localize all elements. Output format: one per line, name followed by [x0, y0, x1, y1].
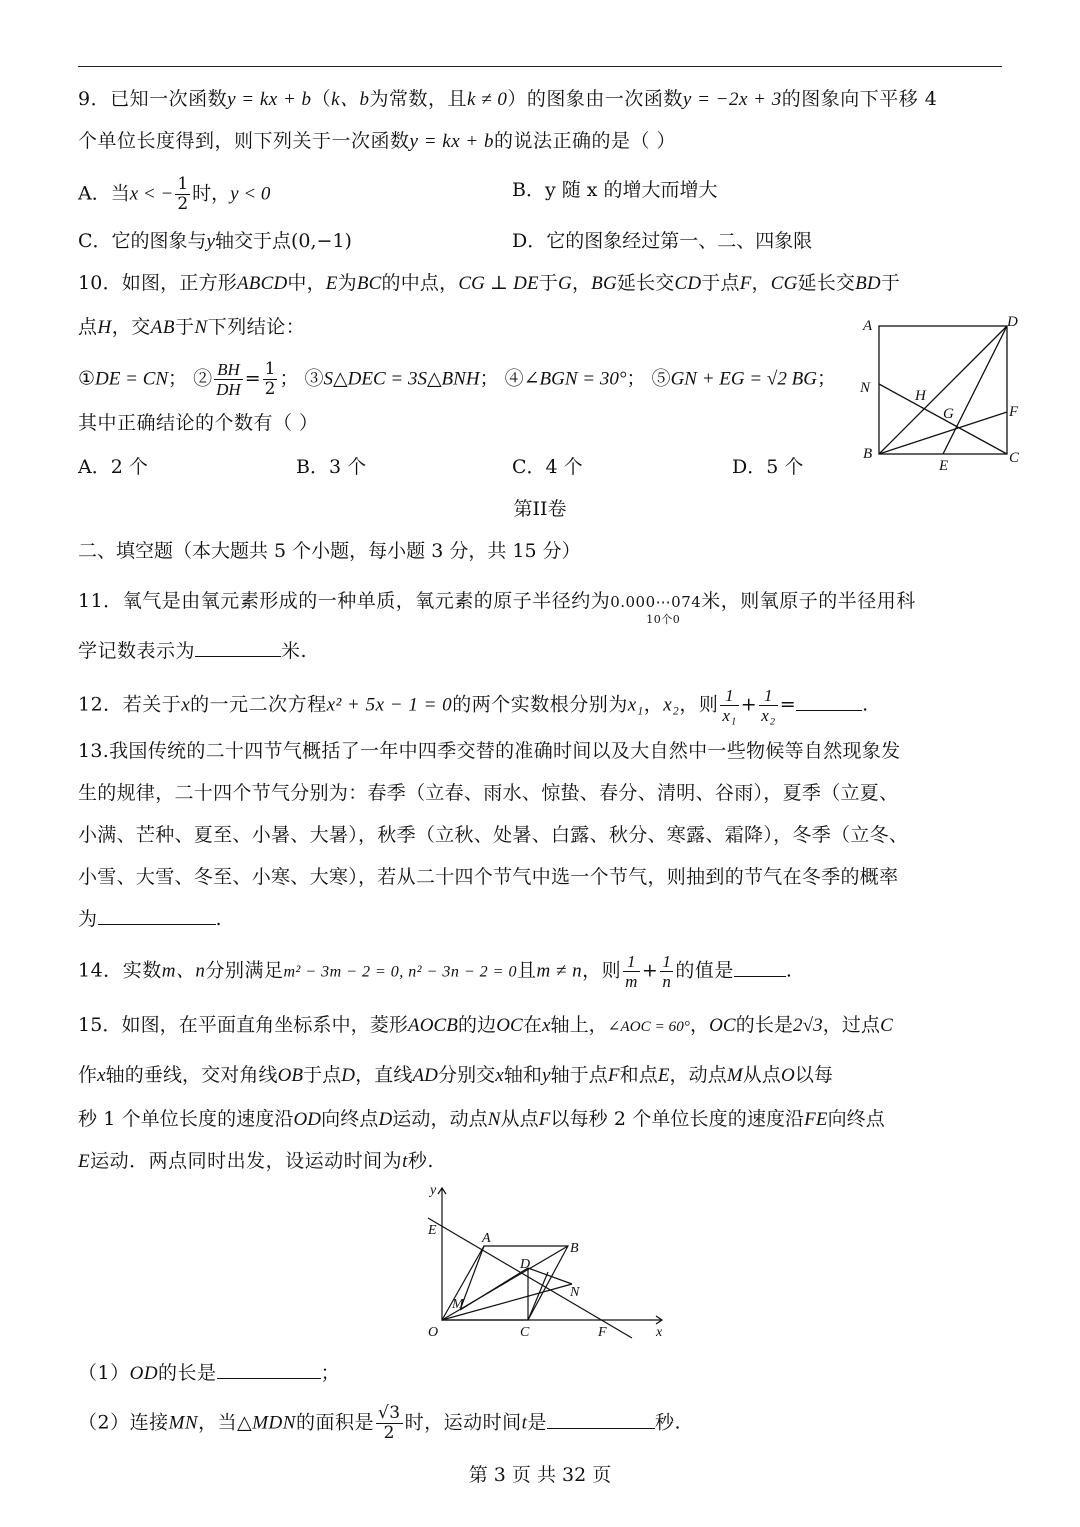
q15-math: M — [726, 1065, 743, 1086]
q12-answer-blank[interactable] — [796, 690, 862, 711]
q14-plus: + — [641, 959, 659, 982]
q12-math: x₁ — [627, 694, 644, 716]
conclusion-4-math: ∠BGN = 30° — [523, 368, 627, 390]
q9-text: 的说法正确的是（ ） — [493, 130, 677, 152]
q15-math: x — [495, 1065, 504, 1086]
frac-num: 1 — [623, 952, 640, 972]
q10-math: G — [558, 273, 572, 294]
q15-number: 15． — [78, 1014, 122, 1036]
q15-math: OC — [496, 1015, 523, 1036]
q15-line3 — [78, 1104, 885, 1135]
q15-text: 从点 — [742, 1064, 781, 1086]
q10-text: 为 — [337, 272, 357, 294]
q14-line — [78, 952, 792, 991]
fig-label: D — [1007, 314, 1018, 330]
frac-num: 1 — [720, 686, 738, 706]
q10-math: H — [97, 317, 112, 338]
q13-line4: 小雪、大雪、冬至、小寒、大寒），若从二十四个节气中选一个节气，则抽到的节气在冬季的概率 — [78, 866, 899, 888]
fig-label: M — [452, 1297, 464, 1312]
q9-a-res: y < 0 — [230, 183, 271, 205]
q9-number: 9． — [78, 88, 111, 110]
q9-text: （ — [311, 88, 332, 110]
conclusion-2-result — [263, 360, 278, 399]
q15-math: AOCB — [408, 1015, 459, 1036]
fig-label: E — [428, 1223, 437, 1238]
q12-math: x — [181, 694, 191, 716]
q15-text: 作 — [78, 1064, 98, 1086]
q14-math: m、n — [161, 960, 206, 982]
q10-line1 — [78, 268, 900, 299]
q14-text: ，则 — [582, 959, 622, 982]
q15-math: x — [541, 1015, 551, 1036]
fig-label: A — [863, 318, 873, 334]
q13-answer-blank[interactable] — [98, 904, 216, 925]
frac-num: 1 — [177, 174, 189, 194]
fig-label: E — [939, 458, 949, 474]
q13-line2: 生的规律，二十四个节气分别为：春季（立春、雨水、惊蛰、春分、清明、谷雨），夏季（立夏、 — [78, 782, 899, 804]
fig-label: H — [915, 388, 926, 404]
q13-line5 — [78, 904, 222, 934]
q15-text: 秒. — [407, 1150, 434, 1172]
q15-text: 和点 — [619, 1064, 658, 1086]
frac-num: 1 — [662, 952, 672, 971]
q13-text: 为 — [78, 908, 98, 930]
frac-den: 2 — [383, 1423, 395, 1443]
fig-label: x — [656, 1325, 663, 1340]
q15-math: MDN — [252, 1412, 296, 1434]
q15-text: ； — [320, 1362, 341, 1384]
q10-text: 于 — [880, 272, 901, 294]
q10-text: ， — [571, 272, 592, 294]
q10-text: 中， — [287, 272, 326, 294]
q9-kcond: k ≠ 0 — [467, 89, 508, 110]
conclusion-3: ③ — [304, 367, 324, 390]
q15-sub1-answer-blank[interactable] — [217, 1358, 321, 1379]
q10-text: 于点 — [701, 272, 740, 294]
q12-text: . — [862, 693, 869, 716]
q15-text: ，动点 — [669, 1064, 727, 1086]
conclusion-5-math: GN + EG = √2 BG — [670, 368, 817, 390]
q10-text: 于 — [538, 272, 559, 294]
q10-question — [78, 408, 319, 438]
sep: ； — [816, 367, 836, 390]
q10-text: ， — [751, 272, 771, 294]
q15-sub2-answer-blank[interactable] — [547, 1408, 655, 1429]
q9-line2 — [78, 126, 676, 157]
conclusion-3-math: S△DEC = 3S△BNH — [323, 368, 480, 390]
q15-text: 向终点 — [321, 1108, 379, 1130]
option-text: 轴交于点(0,−1) — [214, 230, 352, 252]
q9-a-cond: x < − — [129, 183, 174, 205]
q14-text: . — [785, 959, 793, 982]
sep: ； — [168, 367, 188, 390]
fig-label: C — [1009, 450, 1020, 466]
q10-math: BG — [591, 273, 617, 294]
q10-option-d — [732, 452, 803, 482]
q9-text: 的图象向下平移 4 — [781, 88, 938, 110]
q15-math: D — [341, 1065, 356, 1086]
q15-text: 以每秒 2 个单位长度的速度沿 — [550, 1108, 805, 1130]
q10-conclusions — [78, 360, 836, 399]
q10-text: ，交 — [111, 316, 151, 338]
q12-line — [78, 686, 869, 725]
frac-num: √3 — [377, 1403, 401, 1423]
q9-option-c — [78, 226, 352, 257]
q11-text: 米. — [281, 640, 308, 662]
q10-text: 延长交 — [616, 272, 675, 294]
q10-math: F — [739, 273, 752, 294]
conclusion-5: ⑤ — [651, 367, 671, 390]
q10-math: E — [325, 273, 338, 294]
q10-text: 如图，正方形 — [121, 272, 237, 294]
q15-math: 2√3 — [793, 1015, 823, 1036]
q11-line2 — [78, 636, 307, 666]
q10-square-figure — [855, 312, 1025, 477]
option-text: C．4 个 — [512, 456, 583, 478]
q9-option-a — [78, 175, 270, 214]
fig-label: D — [520, 1257, 531, 1272]
conclusion-1: ① — [78, 367, 96, 390]
q14-eq: m² − 3m − 2 = 0, n² − 3n − 2 = 0 — [283, 963, 517, 981]
q11-under: 10个0 — [646, 613, 681, 626]
frac-den: n — [662, 972, 672, 991]
q15-math: MN — [168, 1412, 199, 1434]
q9-line1 — [78, 84, 937, 115]
page-footer: 第 3 页 共 32 页 — [468, 1464, 612, 1486]
option-label: B． — [512, 179, 545, 201]
q15-text: 秒. — [654, 1411, 681, 1434]
q10-text: 点 — [78, 316, 98, 338]
q10-math: BD — [855, 273, 881, 294]
fig-label: A — [482, 1231, 491, 1246]
q15-math: C — [880, 1015, 893, 1036]
segment-dn — [528, 1268, 572, 1284]
section-title: 第II卷 — [513, 498, 567, 520]
frac-den: x₁ — [722, 706, 737, 725]
option-text: D．5 个 — [732, 456, 804, 478]
q10-option-c — [512, 452, 583, 482]
q10-math: CG — [770, 273, 798, 294]
q9-text: 已知一次函数 — [110, 88, 228, 110]
q9-func1: y = kx + b — [227, 89, 312, 110]
q11-line1 — [78, 586, 916, 626]
q14-answer-blank[interactable] — [734, 956, 786, 977]
option-text: B．3 个 — [296, 456, 367, 478]
frac-den: DH — [216, 380, 241, 399]
q12-text: 的一元二次方程 — [190, 693, 327, 716]
q9-option-b — [512, 175, 718, 205]
q11-value-text: 0.000⋯074 — [610, 593, 702, 611]
q15-math: OB — [277, 1065, 304, 1086]
q15-math: AD — [412, 1065, 438, 1086]
q10-math: CG ⊥ DE — [458, 273, 539, 294]
q15-text: 是 — [527, 1411, 547, 1434]
q11-number: 11． — [78, 590, 123, 612]
q15-text: ， — [690, 1014, 710, 1036]
fig-label: F — [1009, 404, 1019, 420]
q15-text: 运动．两点同时出发，设运动时间为 — [90, 1150, 403, 1172]
q15-math: ∠AOC = 60° — [607, 1019, 690, 1035]
q10-text: 下列结论： — [207, 316, 306, 338]
line-de — [943, 326, 1007, 454]
section-heading: 二、填空题（本大题共 5 个小题，每小题 3 分，共 15 分） — [78, 540, 581, 562]
q15-text: 的面积是 — [295, 1411, 374, 1434]
fig-label: N — [860, 380, 871, 396]
q15-text: 的长是 — [735, 1014, 794, 1036]
q15-text: 在 — [522, 1014, 542, 1036]
q10-option-a — [78, 452, 148, 482]
q11-text: 氧气是由氧元素形成的一种单质，氧元素的原子半径约为 — [122, 590, 611, 612]
q11-answer-blank[interactable] — [195, 636, 281, 657]
q15-math: N — [487, 1109, 501, 1130]
q15-text: 以每 — [794, 1064, 834, 1086]
conclusion-1-math: DE = CN — [95, 368, 169, 390]
q15-math: D — [378, 1109, 393, 1130]
q14-frac1 — [623, 952, 640, 991]
q12-text: 的两个实数根分别为 — [452, 693, 628, 716]
q15-math: OC — [709, 1015, 736, 1036]
q10-math: AB — [150, 317, 175, 338]
q9-text: ）的图象由一次函数 — [507, 88, 683, 110]
q13-line1: 13.我国传统的二十四节气概括了一年中四季交替的准确时间以及大自然中一些物候等自然现象发 — [78, 740, 901, 762]
q15-text: 分别交 — [437, 1064, 496, 1086]
q10-line2 — [78, 312, 305, 343]
q15-text: 的边 — [458, 1014, 497, 1036]
q15-math: OD — [293, 1109, 322, 1130]
q15-sub2 — [78, 1404, 681, 1443]
q12-number: 12． — [78, 693, 123, 716]
q15-math: FE — [804, 1109, 828, 1130]
q10-option-b — [296, 452, 366, 482]
q10-text: 延长交 — [797, 272, 856, 294]
q15-line2 — [78, 1060, 833, 1091]
q15-math: F — [607, 1065, 620, 1086]
fig-label: N — [570, 1285, 580, 1300]
q15-text: 于点 — [303, 1064, 342, 1086]
q15-math: OD — [129, 1363, 159, 1384]
fig-label: G — [943, 406, 954, 422]
q15-text: 轴的垂线，交对角线 — [105, 1064, 278, 1086]
top-rule — [78, 66, 1002, 67]
q14-text: 且 — [516, 959, 537, 982]
q9-text: 个单位长度得到，则下列关于一次函数 — [78, 130, 410, 152]
q10-text: 于 — [174, 316, 195, 338]
q10-text: 的中点， — [381, 272, 459, 294]
q15-text: 时，运动时间 — [404, 1411, 522, 1434]
fig-label: O — [428, 1325, 439, 1340]
q15-math: O — [780, 1065, 795, 1086]
frac-den: m — [625, 972, 638, 991]
q12-plus: + — [740, 693, 758, 716]
q11-value — [610, 587, 702, 626]
q10-math: CD — [674, 273, 702, 294]
q14-math: m ≠ n — [536, 960, 583, 982]
q15-math: y — [542, 1065, 551, 1086]
q11-text: 米，则氧原子的半径用科 — [701, 590, 916, 612]
q12-text: 若关于 — [122, 693, 182, 716]
q10-question-text: 其中正确结论的个数有（ ） — [78, 412, 319, 434]
sep: ； — [626, 367, 646, 390]
q15-text: 轴于点 — [550, 1064, 608, 1086]
q15-text: 秒 1 个单位长度的速度沿 — [78, 1108, 294, 1130]
q9-option-d — [512, 226, 812, 256]
q9-func1: y = kx + b — [409, 131, 494, 152]
frac-den: 2 — [264, 379, 276, 399]
sep: ； — [279, 367, 299, 390]
q15-line1 — [78, 1010, 893, 1042]
fig-label: B — [863, 446, 873, 462]
segment-md — [460, 1268, 528, 1310]
eq-sign: = — [244, 367, 261, 390]
q10-math: BC — [356, 273, 382, 294]
q15-area-fraction — [376, 1404, 403, 1443]
q12-eq-sign: = — [779, 693, 797, 716]
q12-eq: x² + 5x − 1 = 0 — [326, 694, 453, 716]
q15-coordinate-figure — [400, 1180, 680, 1345]
q15-math: x — [97, 1065, 106, 1086]
frac-num: BH — [214, 360, 243, 380]
q14-number: 14． — [78, 959, 123, 982]
q10-math: N — [194, 317, 208, 338]
frac-den: x₂ — [761, 706, 776, 725]
q9-kb: k、b — [331, 89, 370, 110]
q13-line3: 小满、芒种、夏至、小暑、大暑），秋季（立秋、处暑、白露、秋分、寒露、霜降），冬季（立冬、 — [78, 824, 909, 846]
q9-func2: y = −2x + 3 — [682, 89, 782, 110]
q12-text: ，则 — [679, 693, 719, 716]
fig-label: C — [520, 1325, 530, 1340]
q14-text: 实数 — [122, 959, 162, 982]
q10-number: 10． — [78, 272, 122, 294]
q15-text: 运动，动点 — [392, 1108, 488, 1130]
q14-text: 的值是 — [675, 959, 734, 982]
q15-text: 轴和 — [503, 1064, 543, 1086]
line-bd — [879, 326, 1007, 454]
q12-math: x₂ — [663, 694, 680, 716]
q15-math: F — [538, 1109, 551, 1130]
sub-label: （1） — [78, 1362, 130, 1384]
q15-sub1 — [78, 1358, 340, 1389]
q14-text: 分别满足 — [205, 959, 284, 982]
q12-frac1 — [720, 686, 738, 725]
q15-text: ，直线 — [355, 1064, 413, 1086]
q12-frac2 — [759, 686, 777, 725]
q15-math: t — [521, 1412, 528, 1434]
fig-label: B — [570, 1241, 579, 1256]
q15-line4 — [78, 1146, 434, 1177]
sep: ； — [479, 367, 499, 390]
q15-text: ，过点 — [822, 1014, 881, 1036]
q13-text: . — [215, 908, 223, 930]
q9-text: 为常数，且 — [369, 88, 468, 110]
q15-math: E — [657, 1065, 670, 1086]
fig-label: F — [598, 1325, 607, 1340]
frac-den: 2 — [177, 194, 189, 214]
q9-c-y: y — [206, 231, 215, 252]
q15-text: 的长是 — [158, 1362, 217, 1384]
q9-a-fraction — [175, 175, 190, 214]
q15-text: ，当△ — [198, 1411, 253, 1434]
q15-text: 向终点 — [827, 1108, 885, 1130]
q15-text: 轴上， — [550, 1014, 608, 1036]
conclusion-4: ④ — [504, 367, 524, 390]
q15-text: 如图，在平面直角坐标系中，菱形 — [121, 1014, 408, 1036]
option-text: 时， — [192, 182, 231, 205]
option-text: y 随 x 的增大而增大 — [544, 179, 718, 201]
option-text: D．它的图象经过第一、二、四象限 — [512, 230, 813, 252]
q15-text: 从点 — [500, 1108, 539, 1130]
sub-label: （2）连接 — [78, 1411, 169, 1434]
frac-num: 1 — [759, 686, 777, 706]
fig-label: y — [430, 1183, 437, 1198]
conclusion-2-fraction — [214, 360, 243, 399]
q11-text: 学记数表示为 — [78, 640, 196, 662]
option-label: C．它的图象与 — [78, 230, 207, 252]
q10-math: ABCD — [236, 273, 288, 294]
option-label: A．当 — [78, 182, 130, 205]
q12-text: ， — [643, 693, 664, 716]
q15-math: t — [402, 1151, 408, 1172]
conclusion-2: ② — [193, 367, 213, 390]
option-text: A．2 个 — [78, 456, 148, 478]
q14-frac2 — [660, 952, 673, 991]
q15-math: E — [78, 1151, 91, 1172]
frac-num: 1 — [264, 359, 276, 379]
